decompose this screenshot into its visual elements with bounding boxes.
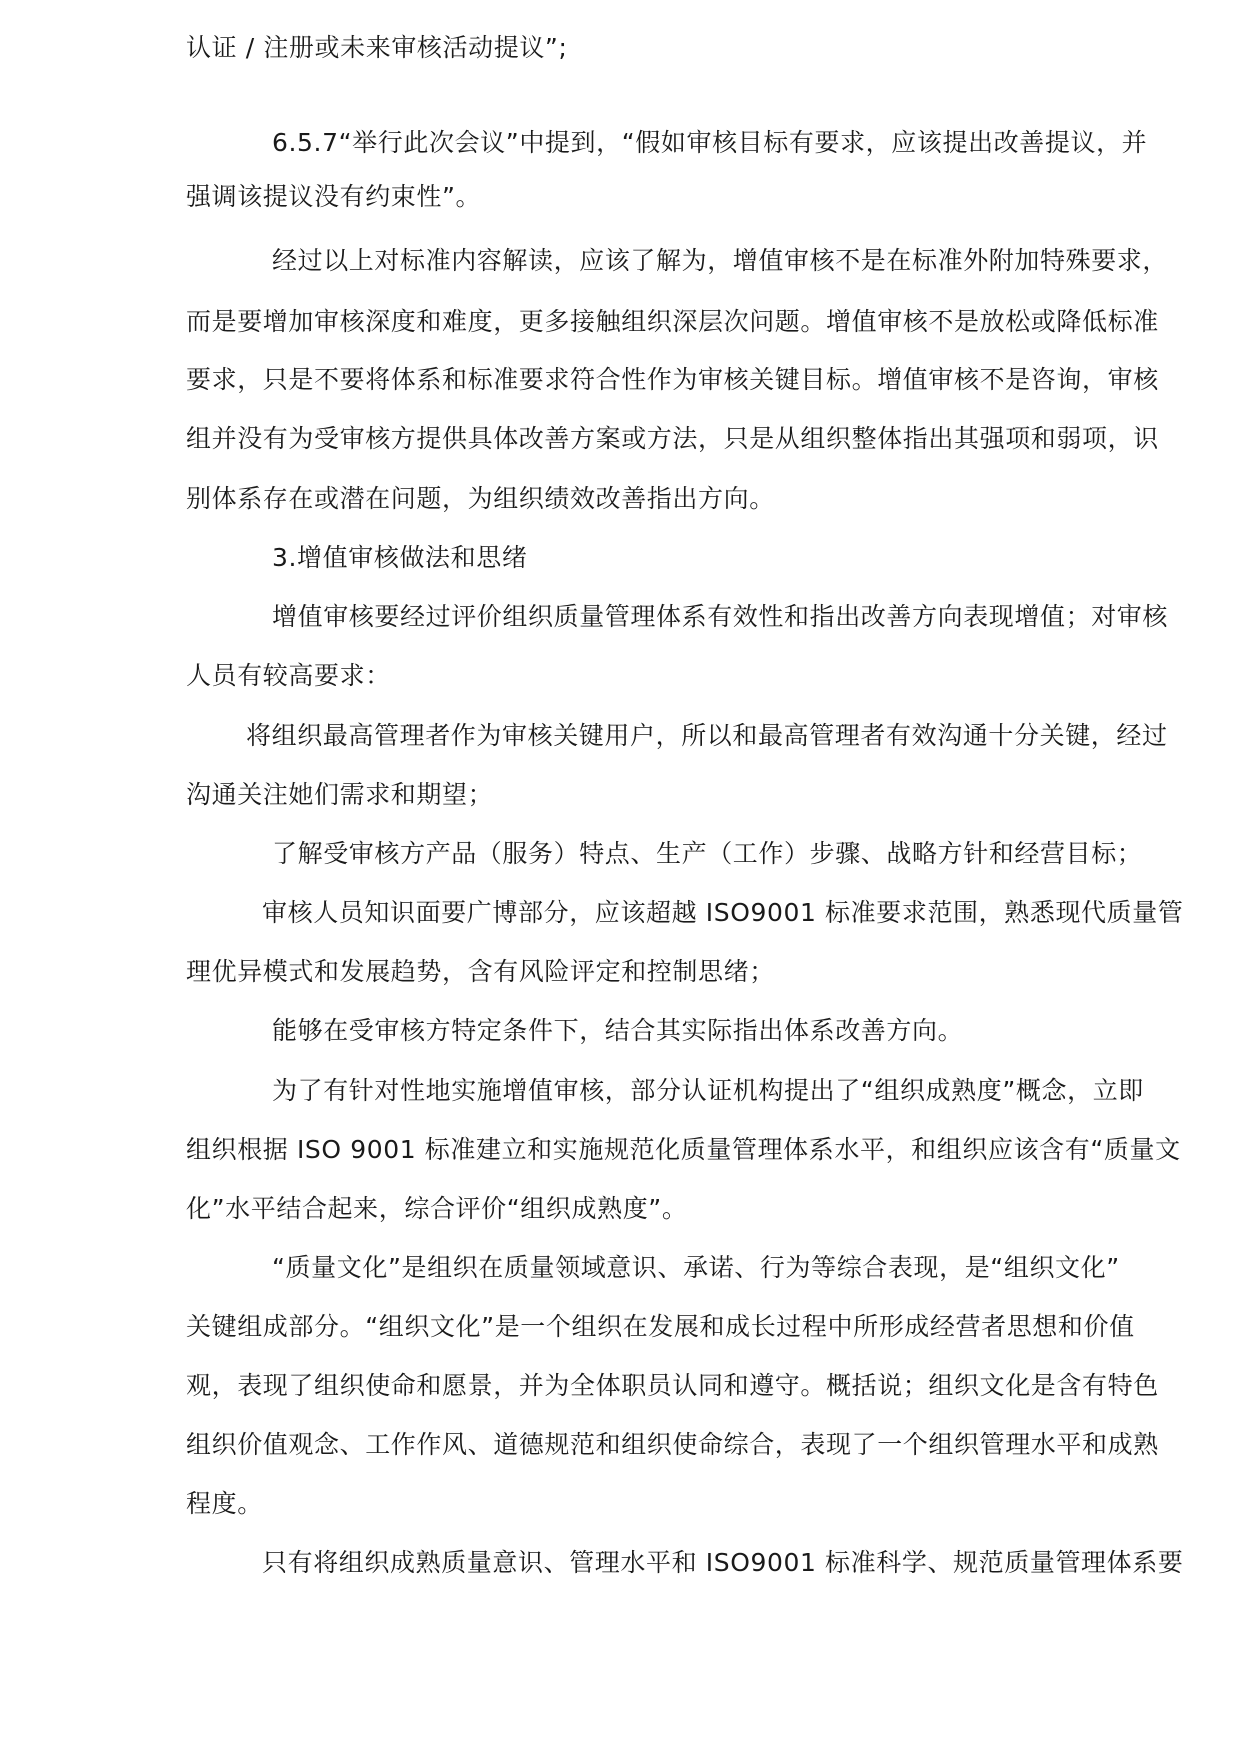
text-line: 组织根据 ISO 9001 标准建立和实施规范化质量管理体系水平，和组织应该含有“质量文 xyxy=(186,1135,1181,1164)
text-line: 程度。 xyxy=(186,1489,263,1518)
text-line: 强调该提议没有约束性”。 xyxy=(186,182,482,211)
text-line: 人员有较高要求： xyxy=(186,661,391,690)
text-line: 组织价值观念、工作作风、道德规范和组织使命综合，表现了一个组织管理水平和成熟 xyxy=(186,1430,1159,1459)
text-line: 审核人员知识面要广博部分，应该超越 ISO9001 标准要求范围，熟悉现代质量管 xyxy=(262,898,1184,927)
text-line: 为了有针对性地实施增值审核，部分认证机构提出了“组织成熟度”概念，立即 xyxy=(272,1076,1144,1105)
text-line: “质量文化”是组织在质量领域意识、承诺、行为等综合表现，是“组织文化” xyxy=(272,1253,1120,1282)
text-line: 增值审核要经过评价组织质量管理体系有效性和指出改善方向表现增值；对审核 xyxy=(272,602,1169,631)
text-line: 了解受审核方产品（服务）特点、生产（工作）步骤、战略方针和经营目标； xyxy=(272,839,1143,868)
text-line: 要求，只是不要将体系和标准要求符合性作为审核关键目标。增值审核不是咨询，审核 xyxy=(186,365,1159,394)
text-line: 能够在受审核方特定条件下，结合其实际指出体系改善方向。 xyxy=(272,1016,964,1045)
text-line: 只有将组织成熟质量意识、管理水平和 ISO9001 标准科学、规范质量管理体系要 xyxy=(262,1548,1184,1577)
text-line: 理优异模式和发展趋势，含有风险评定和控制思绪； xyxy=(186,957,775,986)
text-line: 组并没有为受审核方提供具体改善方案或方法，只是从组织整体指出其强项和弱项，识 xyxy=(186,424,1159,453)
text-line: 认证 / 注册或未来审核活动提议”; xyxy=(186,33,568,62)
text-line: 关键组成部分。“组织文化”是一个组织在发展和成长过程中所形成经营者思想和价值 xyxy=(186,1312,1135,1341)
text-line: 沟通关注她们需求和期望； xyxy=(186,780,494,809)
text-line: 6.5.7“举行此次会议”中提到，“假如审核目标有要求，应该提出改善提议，并 xyxy=(272,128,1148,157)
text-line: 将组织最高管理者作为审核关键用户，所以和最高管理者有效沟通十分关键，经过 xyxy=(246,721,1168,750)
text-line: 而是要增加审核深度和难度，更多接触组织深层次问题。增值审核不是放松或降低标准 xyxy=(186,307,1159,336)
text-line: 经过以上对标准内容解读，应该了解为，增值审核不是在标准外附加特殊要求， xyxy=(272,246,1169,275)
text-line: 别体系存在或潜在问题，为组织绩效改善指出方向。 xyxy=(186,484,775,513)
text-line: 观，表现了组织使命和愿景，并为全体职员认同和遵守。概括说；组织文化是含有特色 xyxy=(186,1371,1159,1400)
text-line: 化”水平结合起来，综合评价“组织成熟度”。 xyxy=(186,1194,688,1223)
section-heading: 3.增值审核做法和思绪 xyxy=(272,543,528,572)
